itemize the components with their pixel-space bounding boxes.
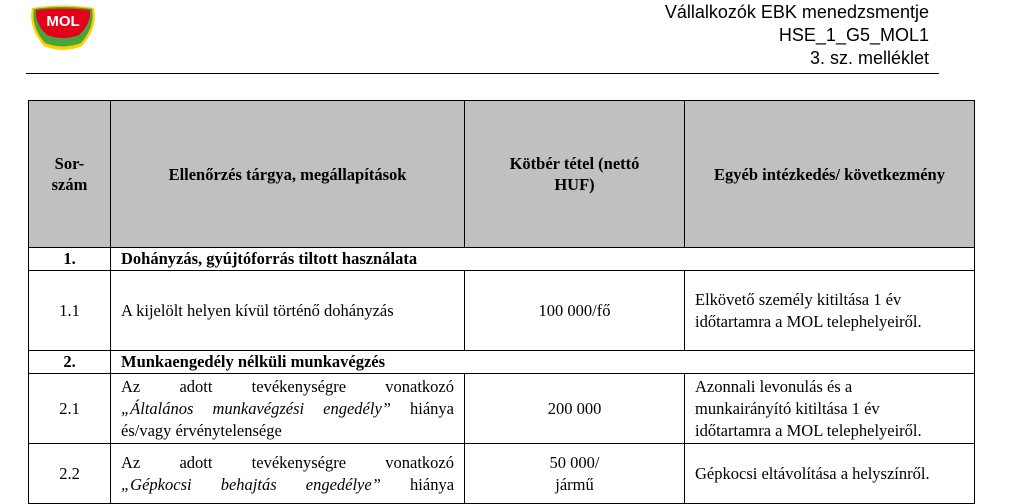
section-title: Munkaengedély nélküli munkavégzés — [111, 351, 975, 374]
row-measure: Gépkocsi eltávolítása a helyszínről. — [685, 444, 975, 504]
subject-line: és/vagy érvénytelensége — [121, 420, 282, 440]
subject-italic: „Gépkocsi behajtás engedélye” — [121, 474, 381, 494]
row-subject — [111, 444, 465, 504]
header-rule — [26, 73, 939, 74]
row-measure — [685, 374, 975, 444]
section-number: 1. — [29, 248, 111, 271]
measure-line: Azonnali levonulás és a — [695, 376, 853, 396]
col-header-penalty-line1: Kötbér tétel (nettó — [509, 154, 640, 173]
col-header-penalty — [465, 101, 685, 248]
subject-line — [121, 398, 454, 420]
section-title: Dohányzás, gyújtóforrás tiltott használata — [111, 248, 975, 271]
row-measure — [685, 271, 975, 351]
measure-line: időtartamra a MOL telephelyeiről. — [695, 311, 922, 331]
table-row — [29, 444, 975, 504]
document-title: Vállalkozók EBK menedzsmentje — [664, 2, 929, 22]
table-row — [29, 374, 975, 444]
section-row — [29, 248, 975, 271]
document-code: HSE_1_G5_MOL1 — [778, 25, 929, 45]
col-header-penalty-line2: HUF) — [554, 175, 595, 194]
annex-number: 3. sz. melléklet — [809, 48, 929, 68]
subject-line: Az adott tevékenységre vonatkozó — [121, 376, 454, 396]
row-penalty: 200 000 — [465, 374, 685, 444]
logo-text: MOL — [46, 13, 80, 30]
penalty-line: jármű — [555, 474, 594, 494]
row-subject — [111, 374, 465, 444]
measure-line: munkairányító kitiltása 1 év — [695, 398, 880, 418]
section-number: 2. — [29, 351, 111, 374]
subject-italic: „Általános munkavégzési engedély” — [121, 398, 391, 418]
row-penalty: 100 000/fő — [465, 271, 685, 351]
table-row — [29, 271, 975, 351]
measure-line: Elkövető személy kitiltása 1 év — [695, 289, 902, 309]
row-number: 2.1 — [29, 374, 111, 444]
penalty-line: 50 000/ — [549, 452, 600, 472]
col-header-number — [29, 101, 111, 248]
subject-rest: hiánya — [410, 398, 454, 418]
subject-line — [121, 474, 454, 496]
col-header-measure: Egyéb intézkedés/ következmény — [685, 101, 975, 248]
table-header-row — [29, 101, 975, 248]
section-row — [29, 351, 975, 374]
penalty-table — [28, 100, 975, 504]
measure-line: időtartamra a MOL telephelyeiről. — [695, 420, 922, 440]
row-number: 2.2 — [29, 444, 111, 504]
mol-logo — [26, 4, 100, 52]
col-header-number-line2: szám — [51, 175, 88, 194]
subject-line: Az adott tevékenységre vonatkozó — [121, 452, 454, 472]
row-number: 1.1 — [29, 271, 111, 351]
row-penalty — [465, 444, 685, 504]
col-header-subject: Ellenőrzés tárgya, megállapítások — [111, 101, 465, 248]
row-subject: A kijelölt helyen kívül történő dohányzás — [111, 271, 465, 351]
subject-rest: hiánya — [410, 474, 455, 494]
col-header-number-line1: Sor- — [54, 154, 85, 173]
